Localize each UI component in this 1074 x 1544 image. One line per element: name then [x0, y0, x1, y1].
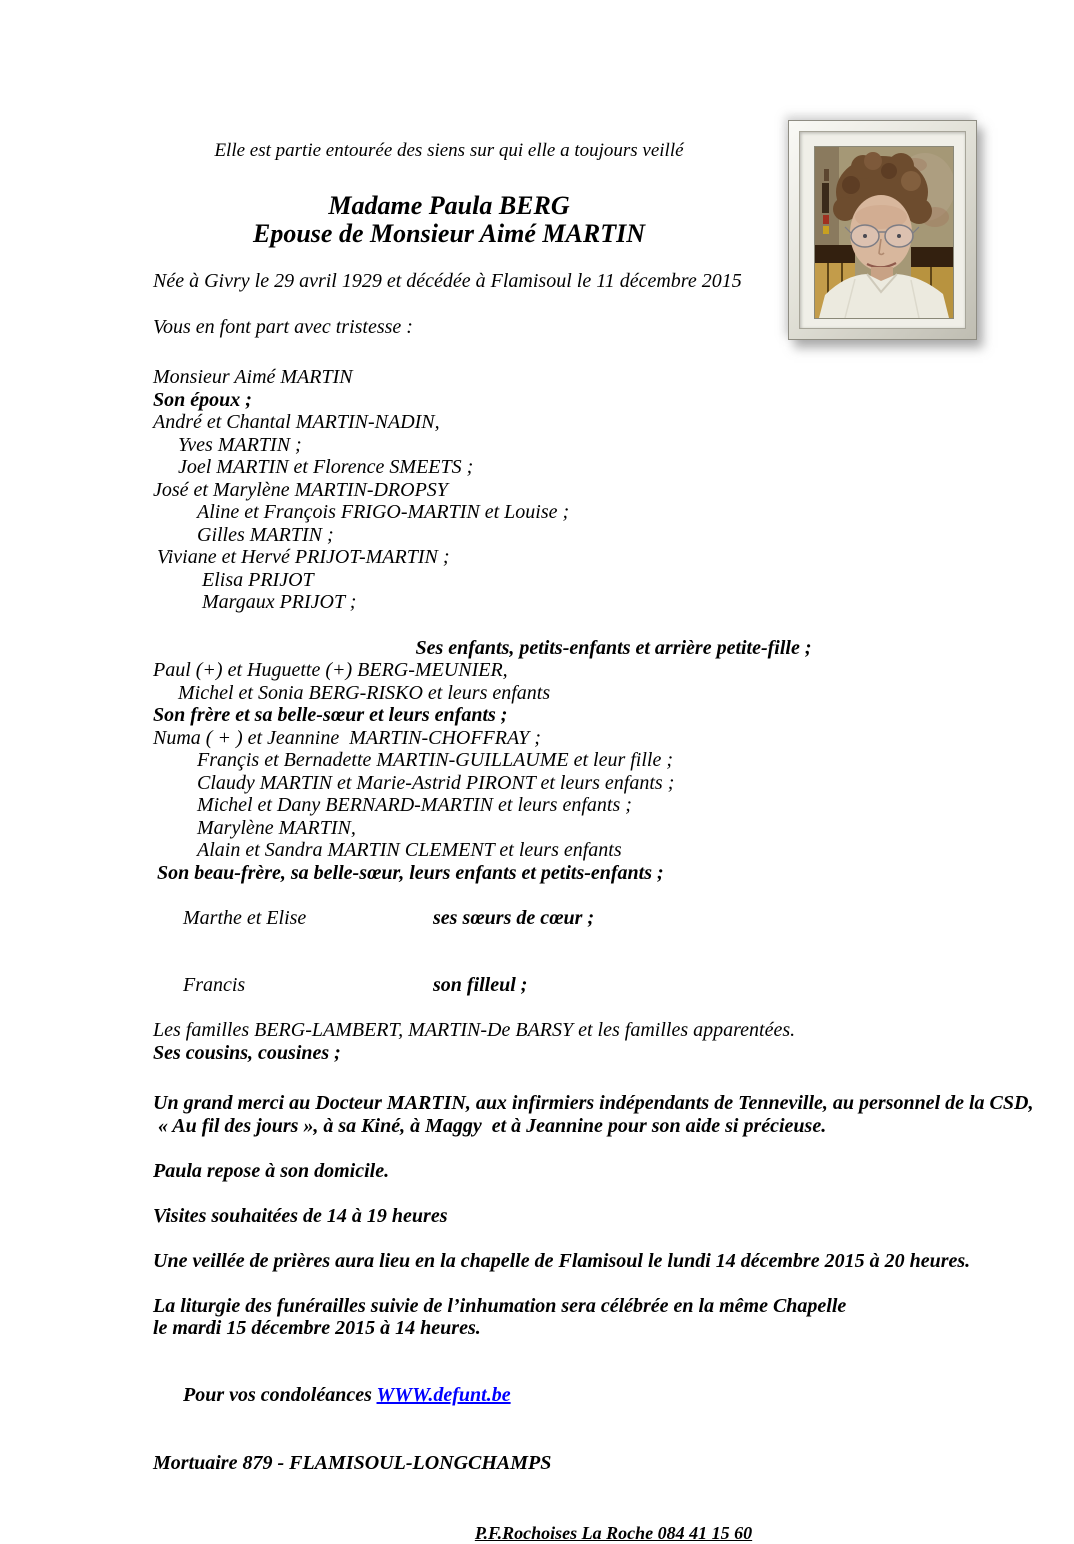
epitaph-line: Elle est partie entourée des siens sur qui elle a toujours veillé — [214, 140, 684, 161]
family-line: Gilles MARTIN ; — [197, 523, 334, 546]
family-line: Paul (+) et Huguette (+) BERG-MEUNIER, — [153, 659, 508, 681]
family-list-1 — [153, 366, 1074, 614]
thanks-line-1: Un grand merci au Docteur MARTIN, aux infirmiers indépendants de Tenneville, au personnel de la CSD, — [153, 1092, 1034, 1114]
condolences-link[interactable]: WWW.defunt.be — [376, 1384, 511, 1406]
veillee-line: Une veillée de prières aura lieu en la chapelle de Flamisoul le lundi 14 décembre 2015 à 20 heures. — [153, 1250, 971, 1272]
family-line: Michel et Dany BERNARD-MARTIN et leurs enfants ; — [197, 794, 632, 816]
family-line — [153, 952, 1074, 1020]
family-line: Elisa PRIJOT — [202, 568, 314, 591]
relation-header: Son beau-frère, sa belle-sœur, leurs enfants et petits-enfants ; — [157, 861, 664, 884]
repose-line: Paula repose à son domicile. — [153, 1160, 390, 1182]
spouse-of-line: Epouse de Monsieur Aimé MARTIN — [253, 219, 645, 248]
family-line: Numa ( + ) et Jeannine MARTIN-CHOFFRAY ; — [153, 726, 541, 749]
family-line: José et Marylène MARTIN-DROPSY — [153, 478, 448, 501]
family-line: Joel MARTIN et Florence SMEETS ; — [178, 456, 474, 478]
relation-header: Ses cousins, cousines ; — [153, 1041, 341, 1064]
children-relation-header: Ses enfants, petits-enfants et arrière petite-fille ; — [415, 636, 812, 659]
family-list-2 — [153, 659, 1074, 1064]
condolences-label: Pour vos condoléances — [183, 1384, 377, 1406]
thanks-paragraph — [153, 1092, 1074, 1137]
condolences-line — [153, 1362, 1074, 1430]
family-line: Viviane et Hervé PRIJOT-MARTIN ; — [157, 546, 450, 568]
thanks-line-2: « Au fil des jours », à sa Kiné, à Maggy et à Jeannine pour son aide si précieuse. — [153, 1114, 827, 1137]
announcement-body — [153, 140, 1074, 1544]
closing-paragraphs — [153, 1092, 1074, 1475]
family-line: Michel et Sonia BERG-RISKO et leurs enfants — [178, 681, 551, 704]
relation-header: Son frère et sa belle-sœur et leurs enfants ; — [153, 704, 508, 726]
family-line: Les familles BERG-LAMBERT, MARTIN-De BARSY et les familles apparentées. — [153, 1019, 796, 1041]
family-line: Yves MARTIN ; — [178, 433, 302, 456]
announce-line: Vous en font part avec tristesse : — [153, 315, 413, 338]
family-line: Alain et Sandra MARTIN CLEMENT et leurs enfants — [197, 839, 622, 861]
family-member-name: Marthe et Elise — [183, 906, 307, 929]
deceased-name-block — [153, 192, 745, 248]
mortuaire-line: Mortuaire 879 - FLAMISOUL-LONGCHAMPS — [153, 1452, 552, 1474]
relation-header: Son époux ; — [153, 388, 252, 411]
family-line: Claudy MARTIN et Marie-Astrid PIRONT et leurs enfants ; — [197, 771, 675, 794]
family-line: Monsieur Aimé MARTIN — [153, 366, 353, 388]
family-line: André et Chantal MARTIN-NADIN, — [153, 411, 440, 433]
family-line — [153, 884, 1074, 952]
family-line: Aline et François FRIGO-MARTIN et Louise ; — [197, 501, 570, 523]
birth-death-line: Née à Givry le 29 avril 1929 et décédée à Flamisoul le 11 décembre 2015 — [153, 270, 742, 292]
family-member-name: Francis — [183, 974, 246, 996]
family-line: Françis et Bernadette MARTIN-GUILLAUME et leur fille ; — [197, 749, 674, 771]
deceased-name: Madame Paula BERG — [328, 191, 570, 220]
funeral-home-footer: P.F.Rochoises La Roche 084 41 15 60 — [474, 1522, 753, 1543]
relation-label: son filleul ; — [433, 974, 528, 996]
liturgie-line-1: La liturgie des funérailles suivie de l’inhumation sera célébrée en la même Chapelle — [153, 1294, 847, 1317]
liturgie-paragraph — [153, 1295, 1074, 1340]
family-line: Marylène MARTIN, — [197, 816, 356, 839]
family-line: Margaux PRIJOT ; — [202, 591, 357, 613]
visites-line: Visites souhaitées de 14 à 19 heures — [153, 1204, 448, 1227]
liturgie-line-2: le mardi 15 décembre 2015 à 14 heures. — [153, 1317, 481, 1339]
relation-label: ses sœurs de cœur ; — [433, 906, 595, 929]
